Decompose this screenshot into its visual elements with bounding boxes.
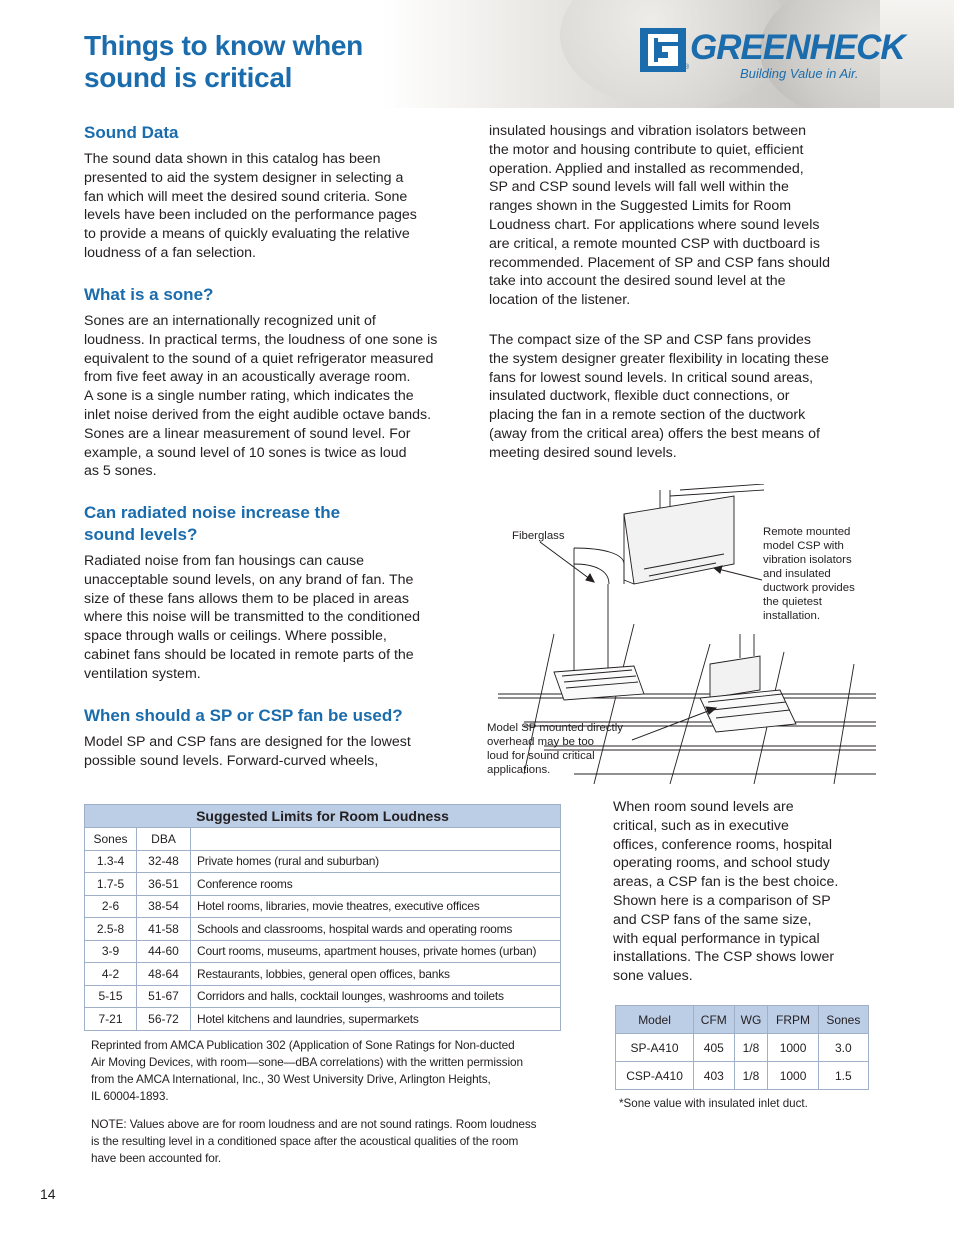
cell-description: Conference rooms bbox=[191, 873, 561, 896]
title-line: Things to know when bbox=[84, 30, 363, 61]
comparison-cell: 1000 bbox=[768, 1034, 818, 1062]
loudness-table-title: Suggested Limits for Room Loudness bbox=[85, 805, 561, 828]
paragraph-right-3: When room sound levels are critical, such as in executive offices, conference rooms, hospital operating rooms, and school study areas, a CSP fan is the best choice. Shown here is a comparison of SP and CSP fans of the same size, with equal performance in typical installations. The CSP shows lower sone values. bbox=[613, 799, 839, 985]
cell-dba: 44-60 bbox=[137, 940, 191, 963]
logo-mark-icon bbox=[640, 28, 686, 72]
table-row bbox=[85, 918, 561, 941]
table-row bbox=[85, 895, 561, 918]
label-fiberglass: Fiberglass bbox=[512, 530, 565, 542]
col-header-sones: Sones bbox=[85, 828, 137, 851]
cell-sones: 3-9 bbox=[85, 940, 137, 963]
page-number: 14 bbox=[40, 1186, 56, 1202]
reprint-footnote: Reprinted from AMCA Publication 302 (Application of Sone Ratings for Non-ducted Air Moving Devices, with room—sone—dBA correlations) with the written permission from the AMCA International, Inc., 30 West University Drive, Arlington Heights, IL 60004-1893. bbox=[91, 1038, 523, 1103]
cell-description: Restaurants, lobbies, general open offices, banks bbox=[191, 963, 561, 986]
table-row bbox=[85, 985, 561, 1008]
paragraph-when-sp-csp: Model SP and CSP fans are designed for the lowest possible sound levels. Forward-curved wheels, bbox=[84, 734, 411, 769]
title-line: sound is critical bbox=[84, 62, 293, 93]
table-row bbox=[616, 1034, 869, 1062]
cell-description: Corridors and halls, cocktail lounges, washrooms and toilets bbox=[191, 985, 561, 1008]
heading-when-sp-csp: When should a SP or CSP fan be used? bbox=[84, 706, 403, 725]
paragraph-right-1: insulated housings and vibration isolators between the motor and housing contribute to quiet, efficient operation. Applied and installed as recommended, SP and CSP sound levels will fall well within the ranges shown in the Suggested Limits for Room Loudness chart. For applications where sound levels are critical, a remote mounted CSP with ductboard is recommended. Placement of SP and CSP fans should take into account the desired sound level at the location of the listener. bbox=[489, 123, 830, 309]
note-footnote: NOTE: Values above are for room loudness and are not sound ratings. Room loudness is the resulting level in a conditioned space after the acoustical qualities of the room have been accounted for. bbox=[91, 1117, 537, 1165]
comparison-cell: 1.5 bbox=[818, 1062, 868, 1090]
cell-sones: 1.7-5 bbox=[85, 873, 137, 896]
table-row bbox=[85, 963, 561, 986]
heading-radiated-noise: Can radiated noise increase the sound levels? bbox=[84, 503, 341, 544]
paragraph-radiated-noise: Radiated noise from fan housings can cause unacceptable sound levels, on any brand of fan. The size of these fans allows them to be placed in areas where this noise will be transmitted to the conditioned space through walls or ceilings. Where possible, cabinet fans should be located in remote parts of the ventilation system. bbox=[84, 553, 420, 682]
table-row bbox=[85, 850, 561, 873]
comparison-col-header: Sones bbox=[818, 1006, 868, 1034]
logo-tagline: Building Value in Air. bbox=[740, 66, 859, 81]
table-row bbox=[85, 873, 561, 896]
paragraph-sound-data: The sound data shown in this catalog has been presented to aid the system designer in selecting a fan which will meet the desired sound criteria. Sone levels have been included on the performance pages to provide a means of quickly evaluating the relative loudness of a fan selection. bbox=[84, 151, 417, 261]
cell-description: Hotel kitchens and laundries, supermarkets bbox=[191, 1008, 561, 1031]
comparison-cell: 1/8 bbox=[734, 1034, 768, 1062]
installation-diagram bbox=[484, 484, 876, 784]
comparison-table bbox=[615, 1005, 869, 1090]
cell-dba: 48-64 bbox=[137, 963, 191, 986]
comparison-cell: 403 bbox=[694, 1062, 734, 1090]
paragraph-right-2: The compact size of the SP and CSP fans provides the system designer greater flexibility in locating these fans for lowest sound levels. In critical sound areas, insulated ductwork, flexible duct connections, or placing the fan in a remote section of the ductwork (away from the critical area) offers the best means of meeting desired sound levels. bbox=[489, 332, 829, 461]
cell-description: Private homes (rural and suburban) bbox=[191, 850, 561, 873]
heading-what-is-sone: What is a sone? bbox=[84, 285, 214, 304]
page-title bbox=[84, 30, 363, 94]
cell-dba: 32-48 bbox=[137, 850, 191, 873]
cell-sones: 7-21 bbox=[85, 1008, 137, 1031]
cell-sones: 2.5-8 bbox=[85, 918, 137, 941]
cell-dba: 51-67 bbox=[137, 985, 191, 1008]
cell-dba: 41-58 bbox=[137, 918, 191, 941]
comparison-cell: 1/8 bbox=[734, 1062, 768, 1090]
table-row bbox=[616, 1062, 869, 1090]
comparison-cell: 3.0 bbox=[818, 1034, 868, 1062]
loudness-table bbox=[84, 804, 561, 1031]
cell-sones: 2-6 bbox=[85, 895, 137, 918]
col-header-description bbox=[191, 828, 561, 851]
cell-sones: 4-2 bbox=[85, 963, 137, 986]
comparison-cell: CSP-A410 bbox=[616, 1062, 694, 1090]
comparison-cell: SP-A410 bbox=[616, 1034, 694, 1062]
comparison-col-header: FRPM bbox=[768, 1006, 818, 1034]
comparison-col-header: CFM bbox=[694, 1006, 734, 1034]
comparison-note: *Sone value with insulated inlet duct. bbox=[619, 1097, 808, 1110]
logo-brand: GREENHECK bbox=[690, 28, 905, 67]
cell-dba: 36-51 bbox=[137, 873, 191, 896]
comparison-cell: 405 bbox=[694, 1034, 734, 1062]
paragraph-what-is-sone: Sones are an internationally recognized unit of loudness. In practical terms, the loudness of one sone is equivalent to the sound of a quiet refrigerator measured from five feet away in an acoustically average room. A sone is a single number rating, which indicates the inlet noise derived from the eight audible octave bands. Sones are a linear measurement of sound level. For example, a sound level of 10 sones is twice as loud as 5 sones. bbox=[84, 313, 438, 480]
comparison-col-header: Model bbox=[616, 1006, 694, 1034]
greenheck-logo bbox=[640, 28, 905, 86]
cell-sones: 5-15 bbox=[85, 985, 137, 1008]
logo-registered-mark: ® bbox=[684, 64, 690, 71]
cell-description: Schools and classrooms, hospital wards and operating rooms bbox=[191, 918, 561, 941]
label-sp-overhead: Model SP mounted directly overhead may be too loud for sound critical applications. bbox=[487, 722, 623, 776]
comparison-cell: 1000 bbox=[768, 1062, 818, 1090]
cell-description: Hotel rooms, libraries, movie theatres, executive offices bbox=[191, 895, 561, 918]
col-header-dba: DBA bbox=[137, 828, 191, 851]
label-remote-csp: Remote mounted model CSP with vibration isolators and insulated ductwork provides the quietest installation. bbox=[763, 526, 855, 622]
table-row bbox=[85, 940, 561, 963]
cell-description: Court rooms, museums, apartment houses, private homes (urban) bbox=[191, 940, 561, 963]
table-row bbox=[85, 1008, 561, 1031]
heading-sound-data: Sound Data bbox=[84, 123, 179, 142]
comparison-col-header: WG bbox=[734, 1006, 768, 1034]
cell-dba: 38-54 bbox=[137, 895, 191, 918]
cell-dba: 56-72 bbox=[137, 1008, 191, 1031]
cell-sones: 1.3-4 bbox=[85, 850, 137, 873]
